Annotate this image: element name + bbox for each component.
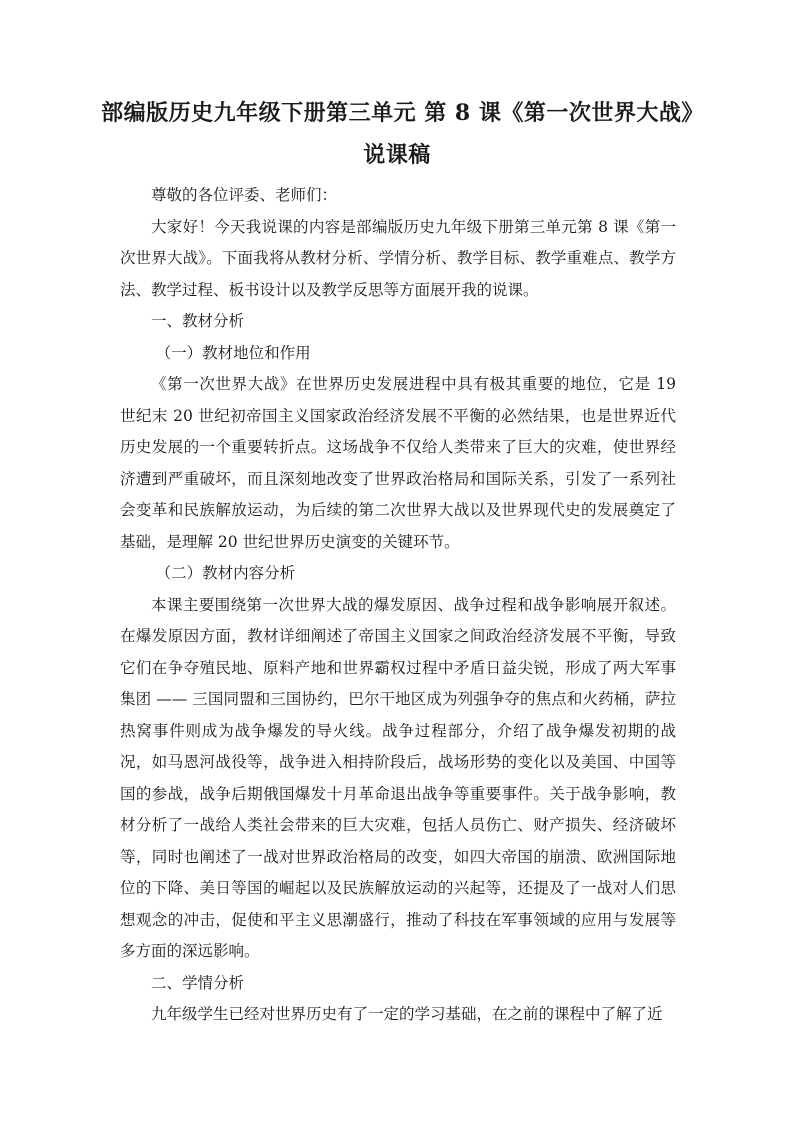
salutation: 尊敬的各位评委、老师们： [151, 186, 338, 204]
document-title: 部编版历史九年级下册第三单元 第 8 课《第一次世界大战》说课稿 [101, 100, 693, 168]
status-paragraph: 《第一次世界大战》在世界历史发展进程中具有极其重要的地位，它是 19 世纪末 20 世纪初帝国主义国家政治经济发展不平衡的必然结果，也是世界近代历史发展的一个重要转折点。这场战争不仅给人类带来了巨大的灾难，使世界经济遭到严重破坏，而且深刻地改变了世界政治格局和国际关系，引发了一系列社会变革和民族解放运动，为后续的第二次世界大战以及世界现代史的发展奠定了基础，是理解 20 世纪世界历史演变的关键环节。 [120, 375, 676, 551]
section-heading-student-analysis: 二、学情分析 [151, 973, 245, 992]
content-paragraph: 本课主要围绕第一次世界大战的爆发原因、战争过程和战争影响展开叙述。在爆发原因方面，教材详细阐述了帝国主义国家之间政治经济发展不平衡，导致它们在争夺殖民地、原料产地和世界霸权过程中矛盾日益尖锐，形成了两大军事集团 —— 三国同盟和三国协约，巴尔干地区成为列强争夺的焦点和火药桶，萨拉热窝事件则成为战争爆发的导火线。战争过程部分，介绍了战争爆发初期的战况，如马恩河战役等，战争进入相持阶段后，战场形势的变化以及美国、中国等国的参战，战争后期俄国爆发十月革命退出战争等重要事件。关于战争影响，教材分析了一战给人类社会带来的巨大灾难，包括人员伤亡、财产损失、经济破坏等，同时也阐述了一战对世界政治格局的改变，如四大帝国的崩溃、欧洲国际地位的下降、美日等国的崛起以及民族解放运动的兴起等，还提及了一战对人们思想观念的冲击，促使和平主义思潮盛行，推动了科技在军事领域的应用与发展等多方面的深远影响。 [120, 595, 676, 960]
section-heading-textbook-analysis: 一、教材分析 [151, 312, 245, 330]
document-body [120, 180, 676, 1031]
subsection-heading-content: （二）教材内容分析 [155, 564, 296, 582]
student-analysis-paragraph: 九年级学生已经对世界历史有了一定的学习基础，在之前的课程中了解了近 [151, 1005, 663, 1023]
subsection-heading-status: （一）教材地位和作用 [155, 343, 311, 362]
intro-paragraph: 大家好！今天我说课的内容是部编版历史九年级下册第三单元第 8 课《第一次世界大战》。下面我将从教材分析、学情分析、教学目标、教学重难点、教学方法、教学过程、板书设计以及教学反思等方面展开我的说课。 [120, 217, 676, 299]
